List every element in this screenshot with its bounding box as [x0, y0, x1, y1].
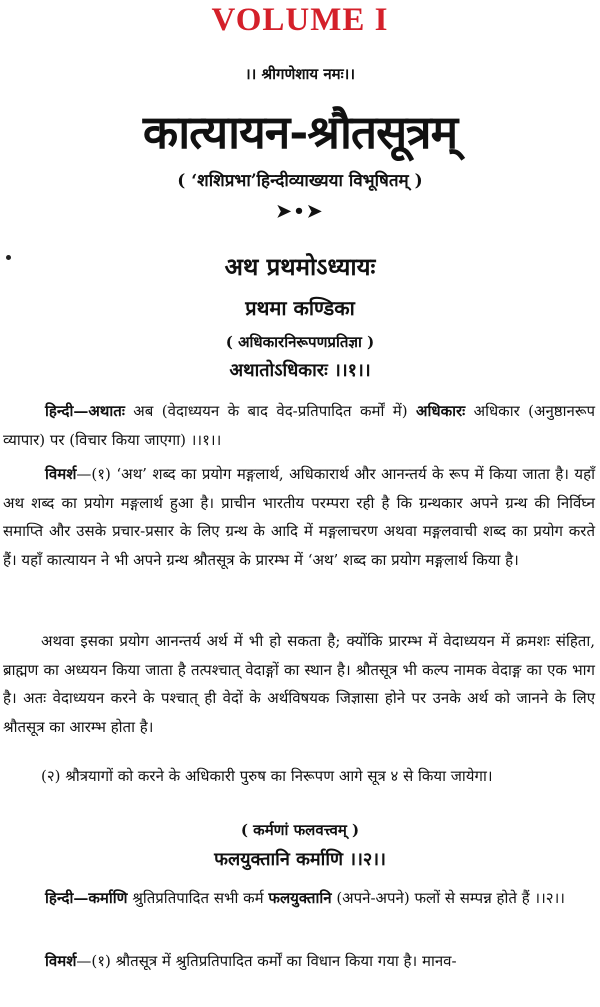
sutra-2: फलयुक्तानि कर्माणि ।।२।। [214, 849, 386, 870]
topic-heading-2: ( कर्मणां फलवत्त्वम् ) [240, 821, 360, 839]
p2-text: —(१) ‘अथ’ शब्द का प्रयोग मङ्गलार्थ, अधिकारार्थ और आनन्तर्य के रूप में किया जाता है। यहाँ अथ शब्द का प्रयोग मङ्गलार्थ हुआ है। प्राचीन भारतीय परम्परा रही है कि ग्रन्थकार अपने ग्रन्थ की निर्विघ्न समाप्ति और उसके प्रचार-प्रसार के लिए ग्रन्थ के आदि में मङ्गलाचरण अथवा मङ्गलवाची शब्द का प्रयोग करते हैं। यहाँ कात्यायन ने भी अपने ग्रन्थ श्रौतसूत्र के प्रारम्भ में ‘अथ’ शब्द का प्रयोग मङ्गलार्थ किया है। [3, 465, 595, 569]
sutra-1: अथातोऽधिकारः ।।१।। [229, 360, 371, 381]
p4-text: (२) श्रौत्रयागों को करने के अधिकारी पुरुष का निरूपण आगे सूत्र ४ से किया जायेगा। [41, 767, 493, 785]
chapter-heading: अथ प्रथमोऽध्यायः [224, 252, 376, 281]
commentary-paragraph-1 [3, 397, 595, 454]
invocation: ।। श्रीगणेशाय नमः।। [244, 65, 356, 83]
p1-term: अधिकारः [416, 402, 466, 420]
vimarsh-paragraph-4 [3, 947, 595, 976]
volume-heading: VOLUME I [211, 2, 389, 38]
p6-text: —(१) श्रौतसूत्र में श्रुतिप्रतिपादित कर्मों का विधान किया गया है। मानव- [76, 952, 457, 970]
hindi-label-1: हिन्दी—अथातः [45, 402, 125, 420]
vimarsh-paragraph-3 [3, 762, 595, 791]
section-heading: प्रथमा कण्डिका [245, 296, 355, 320]
p1-text-1: अब (वेदाध्ययन के बाद वेद-प्रतिपादित कर्मों में) [124, 402, 417, 420]
vimarsh-paragraph-2 [3, 627, 595, 741]
ornament: ➤•➤ [276, 201, 324, 222]
p1-text-2: अधिकार (अनुष्ठानरूप व्यापार) पर (विचार किया जाएगा) ।।१।। [3, 402, 596, 449]
commentary-paragraph-2 [3, 884, 595, 913]
vimarsh-label-2: विमर्श [45, 952, 77, 970]
topic-heading-1: ( अधिकारनिरूपणप्रतिज्ञा ) [225, 333, 375, 351]
p5-text-1: श्रुतिप्रतिपादित सभी कर्म [127, 889, 269, 907]
p5-term: फलयुक्तानि [268, 889, 332, 907]
vimarsh-paragraph-1 [3, 460, 595, 574]
p3-text: अथवा इसका प्रयोग आनन्तर्य अर्थ में भी हो सकता है; क्योंकि प्रारम्भ में वेदाध्ययन में क्रमशः संहिता, ब्राह्मण का अध्ययन किया जाता है तत्पश्चात् वेदाङ्गों का स्थान है। श्रौतसूत्र भी कल्प नामक वेदाङ्ग का एक भाग है। अतः वेदाध्ययन करने के पश्चात् ही वेदों के अर्थविषयक जिज्ञासा होने पर उनके अर्थ को जानने के लिए श्रौतसूत्र का आरम्भ होता है। [3, 632, 595, 736]
p5-text-2: (अपने-अपने) फलों से सम्पन्न होते हैं ।।२।। [331, 889, 565, 907]
page-title: कात्यायन-श्रौतसूत्रम् [142, 105, 458, 159]
hindi-label-2: हिन्दी—कर्माणि [45, 889, 128, 907]
vimarsh-label-1: विमर्श [45, 465, 77, 483]
subtitle: ( ‘शशिप्रभा’हिन्दीव्याख्यया विभूषितम् ) [177, 171, 423, 191]
